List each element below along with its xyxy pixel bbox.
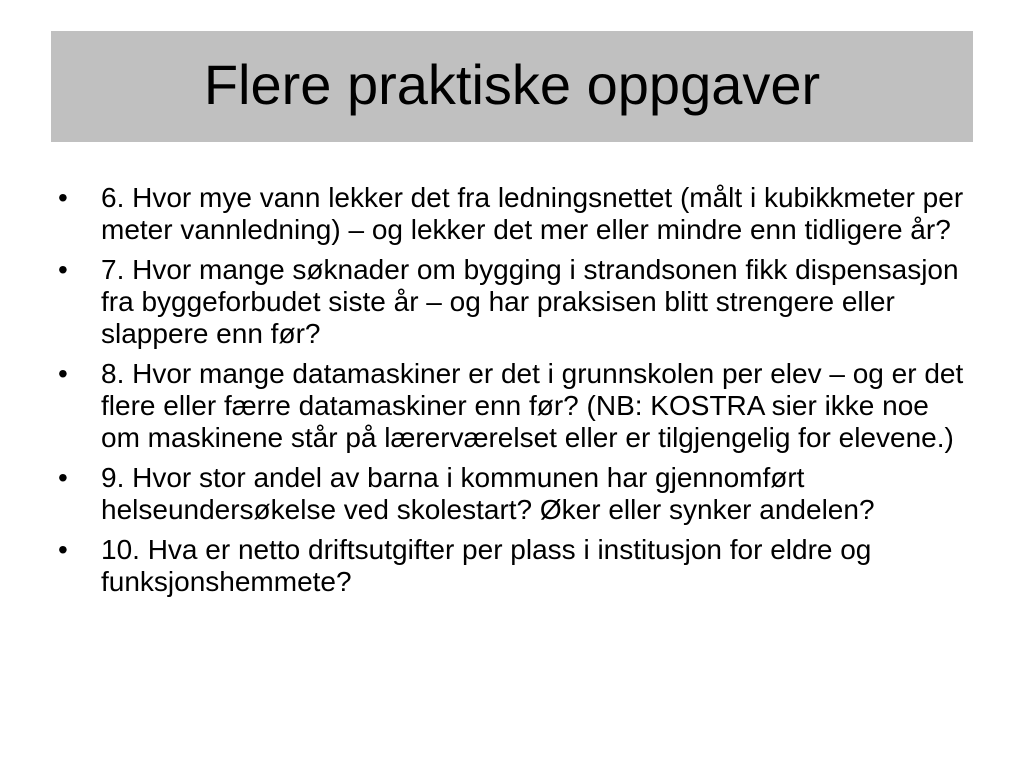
bullet-item-6 <box>58 182 968 246</box>
bullet-text: 10. Hva er netto driftsutgifter per plass i institusjon for eldre og funksjonshemmete? <box>101 534 872 597</box>
bullet-item-9 <box>58 462 968 526</box>
title-banner <box>51 31 973 142</box>
bullet-text: 7. Hvor mange søknader om bygging i strandsonen fikk dispensasjon fra byggeforbudet siste år – og har praksisen blitt strengere eller slappere enn før? <box>101 254 959 349</box>
bullet-marker: • <box>58 358 68 389</box>
bullet-text: 9. Hvor stor andel av barna i kommunen har gjennomført helseundersøkelse ved skolestart? Øker eller synker andelen? <box>101 462 875 525</box>
bullet-marker: • <box>58 462 68 493</box>
bullet-marker: • <box>58 534 68 565</box>
slide-title: Flere praktiske oppgaver <box>203 52 821 116</box>
bullet-item-10 <box>58 534 968 598</box>
bullet-item-8 <box>58 358 968 454</box>
bullet-text: 8. Hvor mange datamaskiner er det i grunnskolen per elev – og er det flere eller færre datamaskiner enn før? (NB: KOSTRA sier ikke noe om maskinene står på lærerværelset eller er tilgjengelig for elevene.) <box>101 358 964 453</box>
bullet-list <box>58 182 968 606</box>
bullet-marker: • <box>58 182 68 213</box>
bullet-marker: • <box>58 254 68 285</box>
bullet-text: 6. Hvor mye vann lekker det fra ledningsnettet (målt i kubikkmeter per meter vannledning) – og lekker det mer eller mindre enn tidligere år? <box>101 182 964 245</box>
bullet-item-7 <box>58 254 968 350</box>
